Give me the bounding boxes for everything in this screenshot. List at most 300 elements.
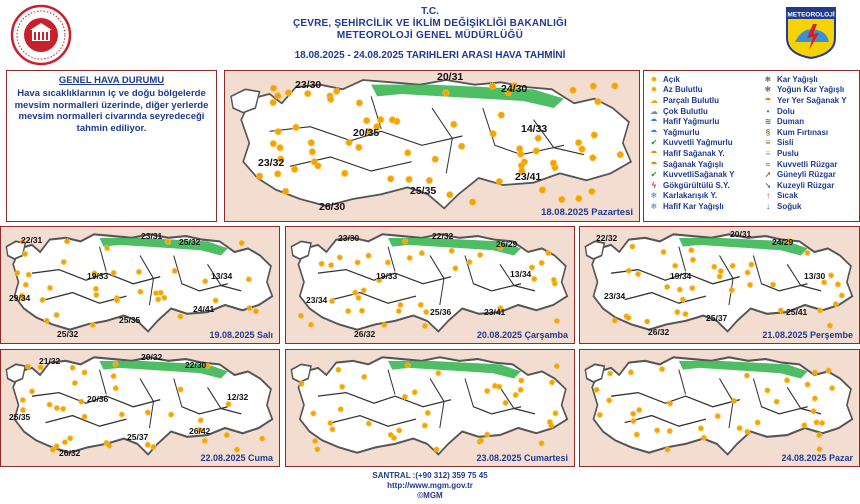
strong-wind-icon: ≈ <box>765 159 771 169</box>
legend-item-label: KuvvetliSağanak Y <box>663 170 735 180</box>
sun-icon <box>239 240 244 245</box>
sun-icon <box>551 277 556 282</box>
legend-item-label: Gökgürültülü S.Y. <box>663 180 730 190</box>
map-date-label: 20.08.2025 Çarşamba <box>476 330 568 340</box>
temp-label: 23/31 <box>141 231 163 241</box>
temp-label: 26/32 <box>59 448 81 458</box>
legend-left-column <box>648 74 734 212</box>
sun-icon <box>546 251 551 256</box>
legend-right-column <box>762 74 847 212</box>
temp-label: 25/37 <box>127 432 149 442</box>
header-tc: T.C. <box>421 6 439 17</box>
sun-icon <box>398 302 403 307</box>
sun-icon <box>198 418 203 423</box>
sun-icon <box>617 151 623 157</box>
light-snow-icon: ❄ <box>650 201 658 211</box>
sun-icon <box>54 312 59 317</box>
sun-icon <box>328 263 333 268</box>
mist-icon: ≡ <box>765 148 771 158</box>
temp-label: 26/42 <box>189 426 211 436</box>
sun-icon <box>496 178 502 184</box>
sun-icon <box>213 298 218 303</box>
sun-icon <box>749 262 754 267</box>
sun-icon <box>72 380 77 385</box>
sun-icon <box>246 277 251 282</box>
sun-icon <box>745 270 750 275</box>
temp-label: 13/30 <box>804 271 826 281</box>
map-date-label: 22.08.2025 Cuma <box>200 453 273 463</box>
hail-icon: • <box>766 106 770 116</box>
sun-icon <box>94 292 99 297</box>
sun-icon <box>342 170 348 176</box>
map-panel-day-6 <box>579 349 860 467</box>
hot-icon: ↑ <box>766 191 770 201</box>
sun-icon <box>665 447 670 452</box>
sun-icon <box>730 263 735 268</box>
legend-item-label: Puslu <box>777 148 799 158</box>
legend-item <box>648 201 734 212</box>
sun-icon <box>346 308 351 313</box>
sun-icon <box>359 308 364 313</box>
temp-label: 25/32 <box>179 237 201 247</box>
temp-label: 26/32 <box>354 329 376 339</box>
sun-icon <box>539 260 544 265</box>
legend-item <box>648 138 734 149</box>
sun-icon <box>612 83 618 89</box>
sun-icon <box>282 188 288 194</box>
turkey-map-svg <box>286 350 574 466</box>
sun-icon <box>636 272 641 277</box>
legend-item-label: Sıcak <box>777 191 798 201</box>
cloudy-icon: ☁ <box>650 106 658 116</box>
sun-icon <box>153 291 158 296</box>
temp-label: 13/34 <box>510 269 532 279</box>
sun-icon <box>336 367 341 372</box>
sun-icon <box>744 373 749 378</box>
sun-icon <box>590 83 596 89</box>
sun-icon <box>79 399 84 404</box>
sun-icon <box>356 295 361 300</box>
sun-icon <box>70 365 75 370</box>
sun-icon <box>338 407 343 412</box>
sun-icon <box>516 146 522 152</box>
sun-icon <box>270 85 276 91</box>
forecast-date-range: 18.08.2025 - 24.08.2025 TARIHLERI ARASI HAVA TAHMİNİ <box>294 50 566 61</box>
sun-icon <box>532 276 537 281</box>
map-thrace <box>585 364 604 382</box>
temp-label: 23/41 <box>515 171 542 183</box>
sun-icon <box>817 447 822 452</box>
general-weather-box <box>6 70 217 222</box>
map-panel-day-1 <box>0 226 280 344</box>
sun-icon <box>814 420 819 425</box>
sun-icon <box>665 284 670 289</box>
sun-icon <box>309 149 315 155</box>
sun-icon <box>729 287 734 292</box>
sun-icon <box>830 385 835 390</box>
sun-icon <box>820 420 825 425</box>
sun-icon <box>366 253 371 258</box>
sun-icon <box>575 139 581 145</box>
map-panel-day-5 <box>285 349 575 467</box>
legend-item <box>762 106 847 117</box>
legend-item <box>648 95 734 106</box>
sun-icon <box>61 259 66 264</box>
sun-icon <box>405 150 411 156</box>
sun-icon <box>270 99 276 105</box>
sun-icon <box>645 319 650 324</box>
map-date-label: 23.08.2025 Cumartesi <box>476 453 568 463</box>
sun-icon <box>718 269 723 274</box>
rain-icon: ☂ <box>650 127 658 137</box>
temp-label: 24/30 <box>501 83 528 95</box>
temp-label: 24/41 <box>193 304 215 314</box>
temp-label: 20/36 <box>87 394 109 404</box>
heavy-shower-icon: ✔ <box>650 170 658 180</box>
legend-item-label: Dolu <box>777 106 795 116</box>
temp-label: 25/41 <box>786 307 808 317</box>
sun-icon <box>554 364 559 369</box>
scattered-shower-icon: ☂ <box>764 95 772 105</box>
temp-label: 25/36 <box>430 307 452 317</box>
map-thrace <box>585 241 604 259</box>
legend-item-label: Karlakarışık Y. <box>663 191 718 201</box>
sun-icon <box>631 411 636 416</box>
sun-icon <box>485 432 490 437</box>
sun-icon <box>432 156 438 162</box>
sun-icon <box>337 255 342 260</box>
sun-icon <box>784 378 789 383</box>
temp-label: 23/32 <box>258 157 285 169</box>
temp-label: 19/33 <box>87 271 109 281</box>
header <box>0 0 860 66</box>
sun-icon <box>156 297 161 302</box>
fog-icon: ≡ <box>765 138 771 148</box>
sun-icon <box>202 438 207 443</box>
temp-label: 19/33 <box>376 271 398 281</box>
sun-icon <box>366 421 371 426</box>
sun-icon <box>23 251 28 256</box>
sun-icon <box>113 386 118 391</box>
sun-icon <box>732 398 737 403</box>
sun-icon <box>298 313 303 318</box>
sun-icon <box>667 401 672 406</box>
map-panel-main <box>224 70 640 222</box>
legend-item <box>762 201 847 212</box>
sun-icon <box>590 155 596 161</box>
legend-item-label: Hafif Kar Yağışlı <box>663 201 724 211</box>
sun-icon <box>458 143 464 149</box>
sun-icon <box>570 87 576 93</box>
sun-icon <box>745 429 750 434</box>
sandstorm-icon: § <box>765 127 771 137</box>
sun-icon <box>136 269 141 274</box>
legend-item <box>762 159 847 170</box>
sun-icon <box>260 436 265 441</box>
sun-icon <box>275 93 281 99</box>
cold-icon: ↓ <box>766 201 770 211</box>
sun-icon <box>329 298 334 303</box>
north-wind-icon: ➘ <box>764 180 772 190</box>
sleet-icon: ❄ <box>650 191 658 201</box>
sun-icon <box>15 270 20 275</box>
sun-icon <box>701 435 706 440</box>
map-thrace <box>6 364 25 382</box>
legend-item-label: Kar Yağışlı <box>777 74 818 84</box>
sun-icon <box>817 433 822 438</box>
sun-icon <box>40 297 45 302</box>
sun-icon <box>436 370 441 375</box>
turkey-map-svg <box>286 227 574 343</box>
legend-item <box>648 127 734 138</box>
sun-icon <box>119 412 124 417</box>
snow-icon: ❄ <box>764 74 772 84</box>
temp-label: 22/32 <box>596 233 618 243</box>
sun-icon <box>667 428 672 433</box>
turkey-map-svg <box>580 350 859 466</box>
sun-icon <box>549 380 554 385</box>
sun-icon <box>553 411 558 416</box>
sun-icon <box>628 370 633 375</box>
legend-item <box>648 106 734 117</box>
meteoroloji-logo-text: METEOROLOJİ <box>787 11 835 19</box>
sun-icon <box>774 399 779 404</box>
sun-icon <box>680 297 685 302</box>
sun-icon <box>145 442 150 447</box>
map-date-label: 19.08.2025 Salı <box>209 330 273 340</box>
sun-icon <box>811 409 816 414</box>
sun-icon <box>291 166 297 172</box>
sun-icon <box>165 239 170 244</box>
sun-icon <box>275 171 281 177</box>
sun-icon <box>364 117 370 123</box>
sun-icon <box>113 362 118 367</box>
sun-icon <box>226 402 231 407</box>
legend-item <box>648 169 734 180</box>
sun-icon <box>835 282 840 287</box>
sun-icon <box>812 396 817 401</box>
map-date-label: 24.08.2025 Pazar <box>781 453 853 463</box>
sun-icon <box>518 387 523 392</box>
legend-item-label: Kuvvetli Rüzgar <box>777 159 838 169</box>
heavy-rain-icon: ✔ <box>650 138 658 148</box>
sun-icon <box>690 286 695 291</box>
sun-icon <box>50 447 55 452</box>
sun-icon <box>178 314 183 319</box>
sun-icon <box>402 394 407 399</box>
temp-label: 25/37 <box>706 313 728 323</box>
sun-icon <box>659 367 664 372</box>
sun-icon <box>406 176 412 182</box>
sun-icon <box>533 148 539 154</box>
sun-icon <box>93 286 98 291</box>
sun-icon <box>293 124 299 130</box>
legend-item-label: Yağmurlu <box>663 127 700 137</box>
thunderstorm-icon: ϟ <box>651 180 657 190</box>
sun-icon <box>655 428 660 433</box>
sun-icon <box>277 144 283 150</box>
legend-item-label: Kuzeyli Rüzgar <box>777 180 835 190</box>
sun-icon <box>405 363 410 368</box>
sun-icon <box>224 432 229 437</box>
legend-item <box>648 159 734 170</box>
legend-item-label: Hafif Yağmurlu <box>663 117 720 127</box>
sun-icon <box>385 260 390 265</box>
light-shower-icon: ☂ <box>650 148 658 158</box>
temp-label: 21/32 <box>39 356 61 366</box>
sun-icon <box>607 398 612 403</box>
sun-icon <box>151 444 156 449</box>
sun-icon <box>661 249 666 254</box>
temp-label: 19/34 <box>670 271 692 281</box>
sun-icon <box>285 90 291 96</box>
legend-item-label: Açık <box>663 74 680 84</box>
legend-item <box>762 74 847 85</box>
partly-cloudy-icon: ☁ <box>650 95 658 105</box>
sun-icon <box>305 90 311 96</box>
sun-icon <box>833 301 838 306</box>
sun-icon <box>90 322 95 327</box>
sun-icon <box>234 447 239 452</box>
sun-icon <box>169 412 174 417</box>
legend-item-label: Hafif Sağanak Y. <box>663 148 725 158</box>
legend-item <box>762 85 847 96</box>
sun-icon <box>698 426 703 431</box>
sun-icon <box>397 428 402 433</box>
footer-website[interactable]: http://www.mgm.gov.tr <box>387 481 473 490</box>
sun-icon <box>158 290 163 295</box>
general-weather-text: Hava sıcaklıklarının iç ve doğu bölgelerde mevsim normalleri üzerinde, diğer yerlerde mevsim normalleri civarında seyredeceği tahmin ediliyor. <box>14 88 209 134</box>
sun-icon <box>203 279 208 284</box>
sun-icon <box>412 390 417 395</box>
sun-icon <box>253 309 258 314</box>
sun-icon <box>503 400 508 405</box>
sun-icon <box>361 288 366 293</box>
sun-icon <box>311 411 316 416</box>
sun-icon <box>449 248 454 253</box>
sun-icon <box>105 245 110 250</box>
sun-icon <box>690 257 695 262</box>
sun-icon <box>44 318 49 323</box>
sun-icon <box>311 159 317 165</box>
sun-icon <box>422 323 427 328</box>
legend-item <box>762 116 847 127</box>
temp-label: 22/30 <box>185 360 207 370</box>
sun-icon <box>630 244 635 249</box>
sun-icon <box>26 272 31 277</box>
temp-label: 25/35 <box>9 412 31 422</box>
sun-icon <box>389 117 395 123</box>
sun-icon <box>162 295 167 300</box>
sun-icon <box>328 420 333 425</box>
sun-icon <box>737 425 742 430</box>
legend-item <box>762 180 847 191</box>
sun-icon <box>29 389 34 394</box>
sun-icon <box>550 160 556 166</box>
sun-icon <box>626 268 631 273</box>
turkey-map-svg <box>225 71 639 221</box>
smoke-icon: ≋ <box>764 117 772 127</box>
sun-icon <box>677 287 682 292</box>
sun-icon <box>778 308 783 313</box>
legend-item <box>762 169 847 180</box>
sun-icon <box>818 308 823 313</box>
sun-icon: ✹ <box>650 74 658 84</box>
sun-icon <box>434 447 439 452</box>
sun-icon <box>330 427 335 432</box>
sun-icon <box>340 384 345 389</box>
temp-label: 20/31 <box>730 229 752 239</box>
sun-icon <box>388 176 394 182</box>
sun-icon <box>346 139 352 145</box>
sun-icon <box>426 177 432 183</box>
sun-icon <box>826 368 831 373</box>
sun-icon <box>313 438 318 443</box>
sun-icon <box>25 364 30 369</box>
sun-icon <box>388 432 393 437</box>
sun-icon <box>631 418 636 423</box>
sun-icon <box>82 414 87 419</box>
map-date-label: 18.08.2025 Pazartesi <box>541 207 633 218</box>
heavy-snow-icon: ❄ <box>764 85 772 95</box>
legend <box>643 70 860 222</box>
temp-label: 25/35 <box>410 185 437 197</box>
sun-icon <box>595 98 601 104</box>
sun-icon <box>591 132 597 138</box>
sun-icon <box>689 248 694 253</box>
sun-icon <box>479 438 484 443</box>
footer-copyright: ©MGM <box>417 491 443 500</box>
legend-item-label: Sağanak Yağışlı <box>663 159 724 169</box>
temp-label: 20/31 <box>437 71 464 83</box>
legend-item <box>648 148 734 159</box>
sun-icon <box>68 436 73 441</box>
sun-icon <box>673 263 678 268</box>
sun-icon <box>827 323 832 328</box>
sun-icon <box>54 405 59 410</box>
sun-icon <box>547 419 552 424</box>
legend-item <box>762 127 847 138</box>
sun-icon <box>594 387 599 392</box>
sun-icon <box>308 322 313 327</box>
sun-icon <box>747 282 752 287</box>
legend-item <box>648 191 734 202</box>
temp-label: 13/34 <box>211 271 233 281</box>
legend-item <box>648 116 734 127</box>
sun-icon <box>407 255 412 260</box>
legend-item <box>762 138 847 149</box>
sun-icon <box>355 260 360 265</box>
temp-label: 22/31 <box>21 235 43 245</box>
sun-icon <box>839 293 844 298</box>
sun-icon <box>396 308 401 313</box>
south-wind-icon: ➚ <box>764 170 772 180</box>
sun-icon <box>490 131 496 137</box>
sun-icon <box>47 402 52 407</box>
temp-label: 12/32 <box>227 392 249 402</box>
sun-icon <box>275 128 281 134</box>
sun-icon <box>717 274 722 279</box>
sun-icon <box>498 112 504 118</box>
map-panel-day-3 <box>579 226 860 344</box>
sun-icon <box>107 443 112 448</box>
sun-icon <box>485 388 490 393</box>
sun-icon <box>451 121 457 127</box>
sun-icon <box>256 173 262 179</box>
legend-item-label: Kum Fırtınası <box>777 127 829 137</box>
ministry-name: ÇEVRE, ŞEHİRCİLİK VE İKLİM DEĞİŞİKLİĞİ BAKANLIĞI <box>292 18 568 29</box>
sun-icon <box>497 384 502 389</box>
